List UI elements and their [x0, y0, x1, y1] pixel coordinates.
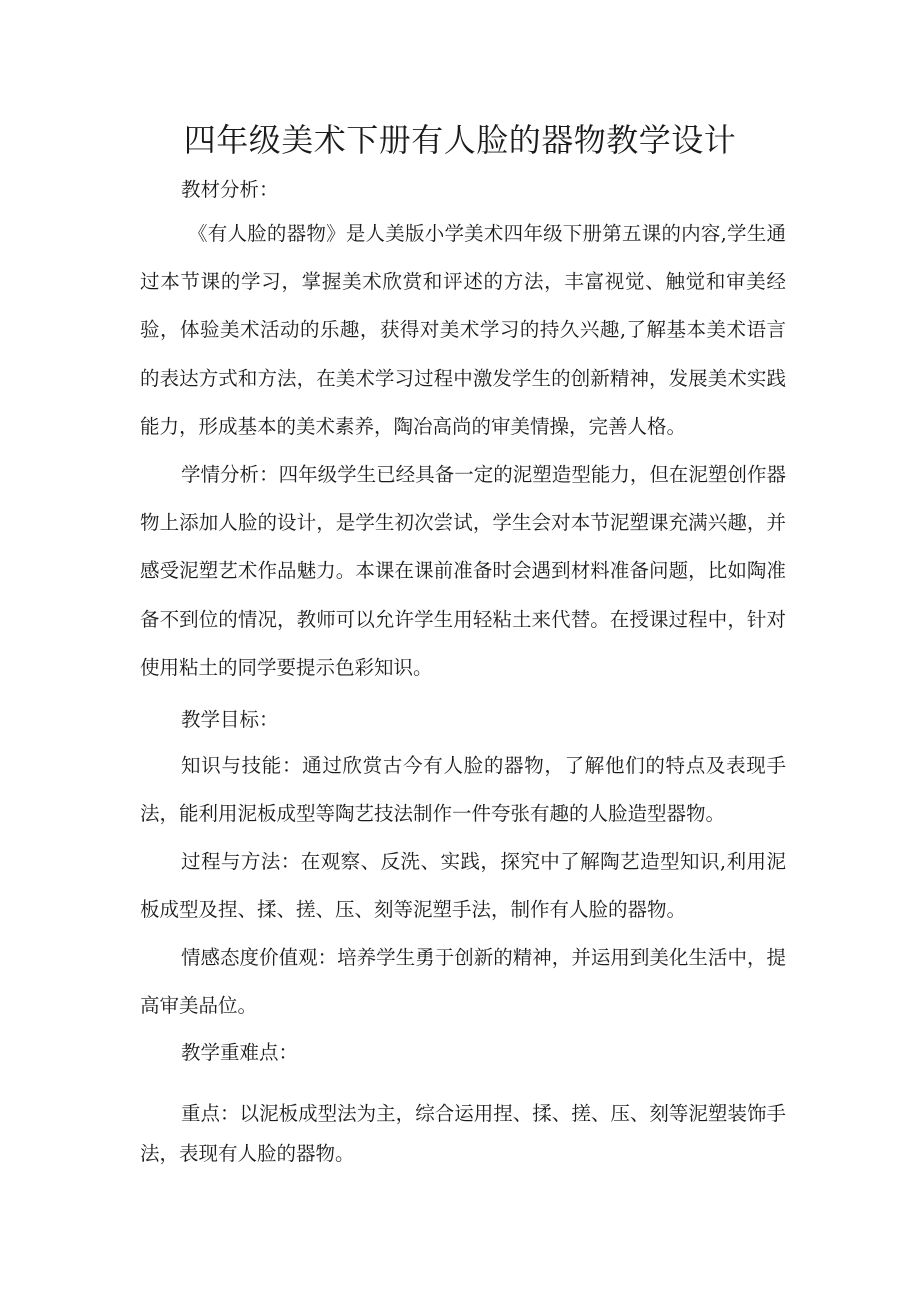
material-analysis-heading: 教材分析： [181, 178, 279, 201]
learner-analysis-paragraph: 学情分析：四年级学生已经具备一定的泥塑造型能力，但在泥塑创作器物上添加人脸的设计，是学生初次尝试，学生会对本节泥塑课充满兴趣，并感受泥塑艺术作品魅力。本课在课前准备时会遇到材料准备问题，比如陶准备不到位的情况，教师可以允许学生用轻粘土来代替。在授课过程中，针对使用粘土的同学要提示色彩知识。 [140, 463, 786, 679]
material-analysis-paragraph: 《有人脸的器物》是人美版小学美术四年级下册第五课的内容,学生通过本节课的学习，掌握美术欣赏和评述的方法，丰富视觉、触觉和审美经验，体验美术活动的乐趣，获得对美术学习的持久兴趣,了解基本美术语言的表达方式和方法，在美术学习过程中激发学生的创新精神，发展美术实践能力，形成基本的美术素养，陶冶高尚的审美情操，完善人格。 [140, 222, 786, 438]
key-difficult-points-heading: 教学重难点： [181, 1041, 299, 1064]
goal-emotion-values: 情感态度价值观：培养学生勇于创新的精神，并运用到美化生活中，提高审美品位。 [140, 946, 786, 1018]
key-point-paragraph: 重点：以泥板成型法为主，综合运用捏、揉、搓、压、刻等泥塑装饰手法，表现有人脸的器物。 [140, 1102, 786, 1165]
document-title: 四年级美术下册有人脸的器物教学设计 [183, 121, 737, 159]
goal-process-methods: 过程与方法：在观察、反洗、实践，探究中了解陶艺造型知识,利用泥板成型及捏、揉、搓、压、刻等泥塑手法，制作有人脸的器物。 [140, 850, 786, 922]
goal-knowledge-skills: 知识与技能：通过欣赏古今有人脸的器物，了解他们的特点及表现手法，能利用泥板成型等陶艺技法制作一件夸张有趣的人脸造型器物。 [140, 754, 786, 826]
teaching-goals-heading: 教学目标： [181, 708, 279, 731]
